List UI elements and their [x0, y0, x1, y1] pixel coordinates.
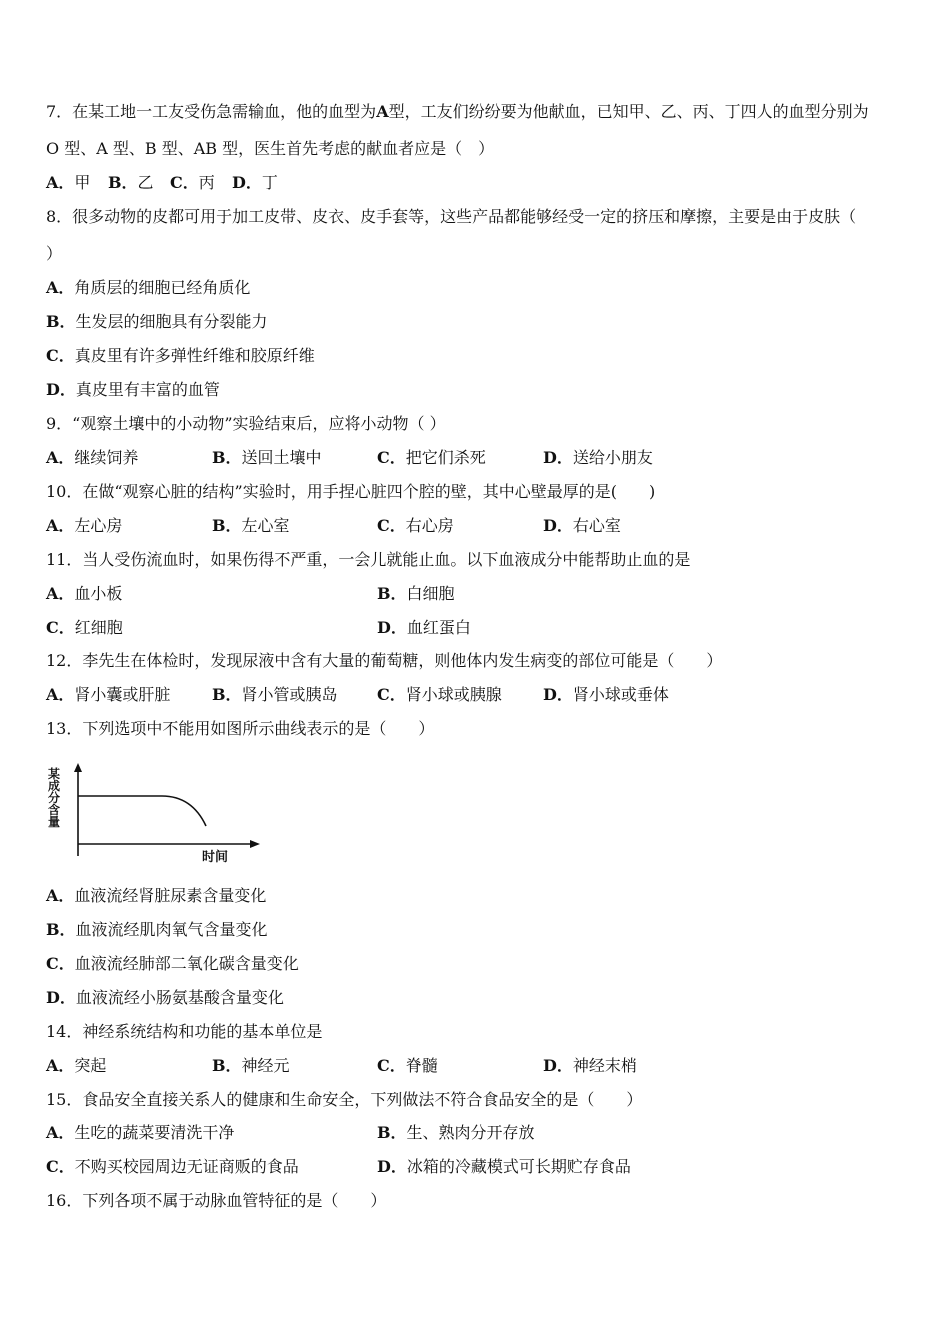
q10-option-c[interactable]: C．右心房 [377, 516, 454, 535]
q7-stem-line1 [46, 102, 869, 122]
q8-option-d[interactable]: D．真皮里有丰富的血管 [46, 380, 220, 399]
q10-option-b[interactable]: B．左心室 [212, 516, 290, 535]
q11-option-d[interactable]: D．血红蛋白 [377, 618, 471, 637]
q9-stem: 9．“观察土壤中的小动物”实验结束后，应将小动物（ ） [46, 414, 446, 433]
q9-option-c[interactable]: C．把它们杀死 [377, 448, 486, 467]
q12-option-c[interactable]: C．肾小球或胰腺 [377, 685, 502, 704]
q15-stem: 15．食品安全直接关系人的健康和生命安全，下列做法不符合食品安全的是（ ） [46, 1090, 643, 1109]
q13-option-d[interactable]: D．血液流经小肠氨基酸含量变化 [46, 988, 284, 1007]
q13-curve-svg [44, 760, 264, 870]
q11-option-a[interactable]: A．血小板 [46, 584, 123, 603]
q8-stem-line2: ） [46, 244, 63, 263]
q11-option-c[interactable]: C．红细胞 [46, 618, 123, 637]
q10-stem: 10．在做“观察心脏的结构”实验时，用手捏心脏四个腔的壁，其中心壁最厚的是( ) [46, 482, 656, 501]
q14-stem: 14．神经系统结构和功能的基本单位是 [46, 1022, 323, 1041]
q13-option-a[interactable]: A．血液流经肾脏尿素含量变化 [46, 886, 267, 905]
q13-curve-figure [44, 760, 264, 870]
q8-option-a[interactable]: A．角质层的细胞已经角质化 [46, 278, 251, 297]
q13-option-b[interactable]: B．血液流经肌肉氧气含量变化 [46, 920, 268, 939]
q14-option-c[interactable]: C．脊髓 [377, 1056, 438, 1075]
q13-option-c[interactable]: C．血液流经肺部二氧化碳含量变化 [46, 954, 299, 973]
y-axis-arrow-icon [74, 763, 82, 772]
q9-option-d[interactable]: D．送给小朋友 [543, 448, 653, 467]
q13-stem: 13．下列选项中不能用如图所示曲线表示的是（ ） [46, 719, 435, 738]
q7-option-d[interactable]: D．丁 [232, 173, 278, 192]
q7-stem-bloodtype: A [376, 102, 389, 121]
q10-option-a[interactable]: A．左心房 [46, 516, 123, 535]
q8-stem-line1: 8．很多动物的皮都可用于加工皮带、皮衣、皮手套等，这些产品都能够经受一定的挤压和摩擦，主要是由于皮肤（ [46, 207, 857, 226]
q12-option-a[interactable]: A．肾小囊或肝脏 [46, 685, 171, 704]
q16-stem: 16．下列各项不属于动脉血管特征的是（ ） [46, 1191, 387, 1210]
q13-figure-ylabel: 某成分含量 [48, 767, 61, 829]
q11-stem: 11．当人受伤流血时，如果伤得不严重，一会儿就能止血。以下血液成分中能帮助止血的是 [46, 550, 691, 569]
q7-stem-part2: 型，工友们纷纷要为他献血，已知甲、乙、丙、丁四人的血型分别为 [388, 102, 869, 121]
q7-option-b[interactable]: B．乙 [108, 173, 154, 192]
q14-option-b[interactable]: B．神经元 [212, 1056, 290, 1075]
q13-figure-xlabel: 时间 [202, 850, 229, 865]
q11-option-b[interactable]: B．白细胞 [377, 584, 455, 603]
x-axis-arrow-icon [250, 840, 260, 848]
content-curve [78, 796, 206, 826]
q12-option-b[interactable]: B．肾小管或胰岛 [212, 685, 338, 704]
q7-option-c[interactable]: C．丙 [170, 173, 215, 192]
q12-stem: 12．李先生在体检时，发现尿液中含有大量的葡萄糖，则他体内发生病变的部位可能是（ ） [46, 651, 723, 670]
q14-option-a[interactable]: A．突起 [46, 1056, 107, 1075]
q15-option-c[interactable]: C．不购买校园周边无证商贩的食品 [46, 1157, 299, 1176]
q10-option-d[interactable]: D．右心室 [543, 516, 621, 535]
q9-option-b[interactable]: B．送回土壤中 [212, 448, 322, 467]
q7-stem-part1: 7．在某工地一工友受伤急需输血，他的血型为 [46, 102, 377, 121]
q9-option-a[interactable]: A．继续饲养 [46, 448, 139, 467]
q15-option-d[interactable]: D．冰箱的冷藏模式可长期贮存食品 [377, 1157, 631, 1176]
q15-option-b[interactable]: B．生、熟肉分开存放 [377, 1123, 535, 1142]
q12-option-d[interactable]: D．肾小球或垂体 [543, 685, 669, 704]
q15-option-a[interactable]: A．生吃的蔬菜要清洗干净 [46, 1123, 235, 1142]
q14-option-d[interactable]: D．神经末梢 [543, 1056, 637, 1075]
q7-stem-line2: O 型、A 型、B 型、AB 型，医生首先考虑的献血者应是（ ） [46, 139, 495, 158]
q8-option-b[interactable]: B．生发层的细胞具有分裂能力 [46, 312, 268, 331]
q7-option-a[interactable]: A．甲 [46, 173, 91, 192]
q8-option-c[interactable]: C．真皮里有许多弹性纤维和胶原纤维 [46, 346, 315, 365]
